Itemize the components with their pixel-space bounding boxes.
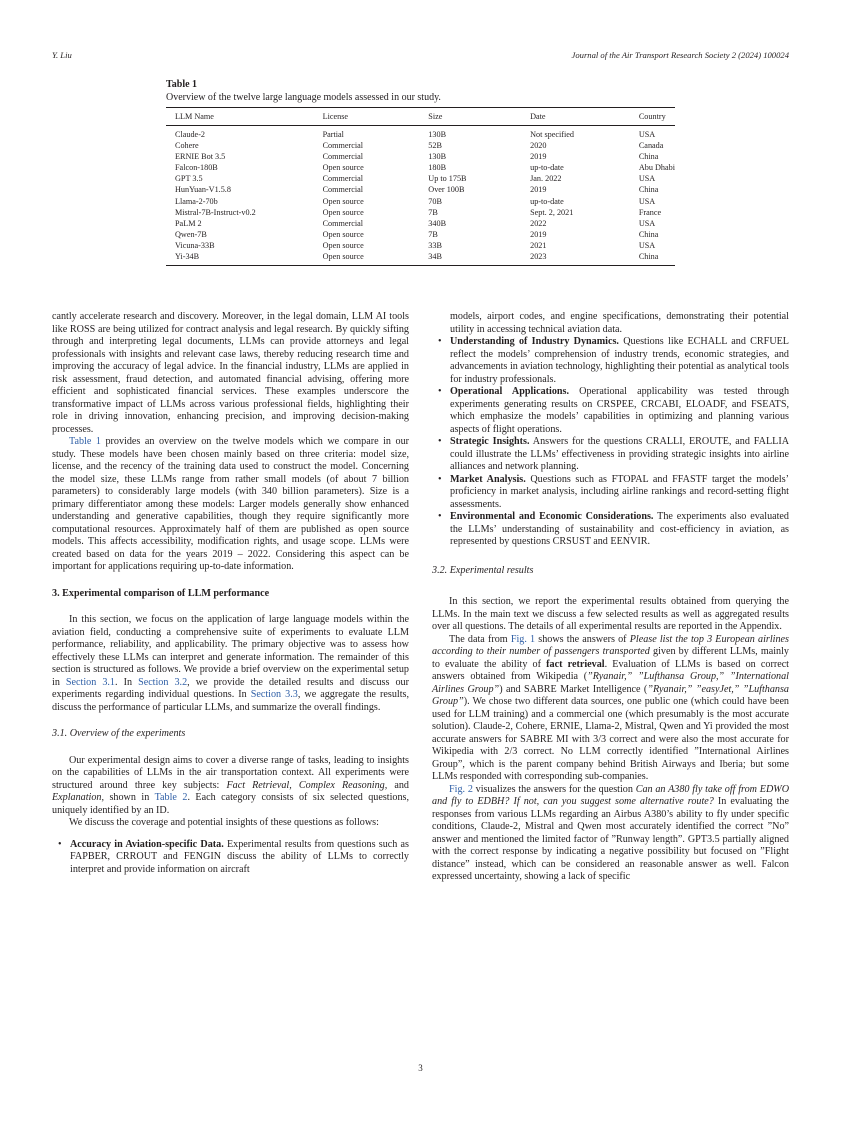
paragraph: In this section, we report the experimental results obtained from querying the LLMs. In the main text we discuss a few selected results as well as aggregated results over all questions. The details of all experimental results are reported in the Appendix. bbox=[432, 596, 789, 632]
table-row bbox=[166, 207, 675, 218]
bullet-text: The experiments also evaluated the LLMs’ understanding of sustainability and cost-efficiency in aviation, as represented by questions CRSUST and EENVIR. bbox=[450, 511, 789, 547]
bullet-item bbox=[432, 511, 789, 549]
cell-llm-name: GPT 3.5 bbox=[175, 174, 203, 184]
section-3-2-link[interactable]: Section 3.2 bbox=[138, 676, 188, 688]
paragraph-italic: ”Ryanair,” ”Lufthansa Group,” ”International Airlines Group” bbox=[432, 671, 789, 695]
right-column bbox=[432, 311, 789, 884]
table-body bbox=[166, 126, 675, 266]
cell-llm-name: Vicuna-33B bbox=[175, 240, 215, 250]
bullet-heading: Strategic Insights. bbox=[450, 436, 530, 447]
paragraph-text: . Each category consists of six selected questions, uniquely identified by an ID. bbox=[52, 792, 410, 816]
cell-size: 52B bbox=[428, 141, 442, 151]
bullet-heading: Accuracy in Aviation-specific Data. bbox=[70, 838, 224, 850]
table-row bbox=[166, 196, 675, 207]
section-3-3-link[interactable]: Section 3.3 bbox=[250, 689, 298, 700]
paragraph-text: The data from bbox=[449, 633, 511, 645]
col-header-llm-name: LLM Name bbox=[166, 108, 314, 126]
table-row bbox=[166, 173, 675, 184]
table-row bbox=[166, 184, 675, 195]
bullet-marker: • bbox=[438, 436, 442, 447]
table-1-link[interactable]: Table 1 bbox=[69, 436, 101, 447]
cell-date: 2023 bbox=[521, 251, 630, 266]
paragraph-text: visualizes the answers for the question bbox=[472, 783, 636, 795]
cell-country: China bbox=[638, 229, 659, 239]
cell-license: Partial bbox=[322, 130, 344, 139]
cell-date: 2022 bbox=[530, 218, 547, 228]
paragraph-text: given by different LLMs, mainly to evaluate the ability of bbox=[432, 646, 789, 670]
cell-date: 2020 bbox=[530, 141, 547, 151]
table-row bbox=[166, 162, 675, 173]
paragraph bbox=[52, 436, 409, 574]
cell-size: 70B bbox=[428, 196, 442, 206]
cell-size: 7B bbox=[428, 207, 438, 217]
cell-date: Sept. 2, 2021 bbox=[530, 207, 574, 217]
cell-license: Commercial bbox=[322, 218, 364, 228]
cell-llm-name: PaLM 2 bbox=[175, 218, 202, 228]
table-header-row bbox=[166, 108, 675, 126]
cell-size: 340B bbox=[428, 218, 447, 228]
cell-llm-name: Qwen-7B bbox=[175, 229, 207, 239]
paragraph-text: ). We chose two different data sources, one public one (which could have been used for LLM training) and a commercial one (which presumably is the most accurate solution). Claude-2, Cohere, ERNIE, Llama-2, Mistral, Qwen and Yi provided the most accurate answers for SABRE MI with 3/3 correct and were also the most accurate for Wikipedia with 2/3 correct. No LLM correctly identified ”International Airlines Group”, which is the parent company behind British Airways and Iberia; but some LLMs responded with corresponding sub-companies. bbox=[432, 696, 789, 782]
cell-date: Not specified bbox=[530, 130, 574, 139]
paragraph-text: , we aggregate the results, discuss the performance of particular LLMs, and summarize the overall findings. bbox=[52, 689, 409, 713]
bullet-text: Questions such as FTOPAL and FFASTF target the models’ proficiency in market analysis, including airline rankings and record-setting flight assessments. bbox=[450, 473, 790, 510]
paragraph-text: In this section, we focus on the application of large language models within the aviation field, conducting a comprehensive suite of experiments to evaluate LLM performance, reliability, and applicability. The primary objective was to assess how effectively these LLMs can interpret and generate information. The remainder of this section is structured as follows. We provide a brief overview on the experimental setup in bbox=[52, 614, 409, 688]
col-header-country: Country bbox=[630, 108, 675, 126]
cell-llm-name: Llama-2-70b bbox=[175, 196, 218, 206]
paragraph-italic: ”Ryanair,” ”easyJet,” ”Lufthansa Group” bbox=[432, 683, 789, 707]
cell-date: 2021 bbox=[530, 240, 547, 250]
paragraph-text: provides an overview on the twelve models which we compare in our study. These models have been chosen mainly based on three criteria: model size, license, and the recency of the training data used to construct the model. Concerning the model size, these LLMs range from rather small models (of about 7 billion parameters) to considerably large models (with 340 billion parameters). Size is a primary differentiator among these models: Larger models generally show enhanced understanding and generative capabilities, though they require significantly more computational resources. Approximately half of them are published as open source models. This affects accessibility, modification rights, and usage scope. LLMs were created based on data for the years 2019 – 2022. Considering this aspect can be important for applications requiring up-to-date information. bbox=[52, 436, 410, 572]
table-row bbox=[166, 218, 675, 229]
bullet-marker: • bbox=[438, 511, 442, 522]
paragraph-text: shown in bbox=[104, 792, 155, 803]
table-row bbox=[166, 251, 675, 266]
col-header-license: License bbox=[314, 108, 420, 126]
col-header-size: Size bbox=[419, 108, 521, 126]
paragraph-text: and bbox=[387, 779, 409, 791]
cell-date: up-to-date bbox=[530, 163, 564, 173]
section-heading-3: 3. Experimental comparison of LLM performance bbox=[52, 587, 270, 599]
subsection-heading-3-2: 3.2. Experimental results bbox=[432, 564, 534, 576]
cell-country: China bbox=[630, 251, 675, 266]
cell-date: 2019 bbox=[530, 229, 547, 239]
models-table bbox=[166, 107, 675, 266]
cell-country: USA bbox=[638, 196, 656, 206]
cell-license: Open source bbox=[314, 251, 420, 266]
cell-llm-name: Mistral-7B-Instruct-v0.2 bbox=[175, 207, 256, 217]
paragraph-bold: fact retrieval bbox=[546, 658, 605, 670]
table-2-link[interactable]: Table 2 bbox=[154, 792, 188, 803]
bullet-item bbox=[432, 436, 789, 474]
paragraph-text: . Evaluation of LLMs is based on correct answers obtained from Wikipedia ( bbox=[432, 658, 789, 682]
table-row bbox=[166, 229, 675, 240]
bullet-item-cont bbox=[432, 311, 789, 336]
paragraph-text: , we provide the detailed results and discuss our experiments regarding individual questions. In bbox=[52, 676, 409, 700]
paragraph: We discuss the coverage and potential insights of these questions as follows: bbox=[69, 817, 379, 828]
section-3-1-link[interactable]: Section 3.1 bbox=[65, 676, 115, 688]
cell-llm-name: Falcon-180B bbox=[175, 163, 218, 173]
bullet-heading: Environmental and Economic Considerations. bbox=[450, 511, 654, 522]
cell-country: USA bbox=[638, 218, 656, 228]
cell-size: 34B bbox=[419, 251, 521, 266]
page-number: 3 bbox=[418, 1063, 423, 1073]
cell-license: Open source bbox=[322, 240, 364, 250]
cell-size: 7B bbox=[428, 229, 438, 239]
cell-license: Commercial bbox=[322, 141, 364, 151]
bullet-text: Questions like ECHALL and CRFUEL reflect the models’ comprehension of industry trends, economic strategies, and advancements in aviation technology, highlighting their potential as analytical tools for industry professionals. bbox=[450, 336, 789, 385]
cell-size: 33B bbox=[428, 240, 442, 250]
bullet-item bbox=[432, 336, 789, 386]
cell-license: Open source bbox=[322, 196, 364, 206]
bullet-item bbox=[52, 839, 409, 877]
cell-license: Open source bbox=[322, 229, 364, 239]
paragraph-text: shows the answers of bbox=[535, 633, 630, 645]
cell-llm-name: Yi-34B bbox=[166, 251, 314, 266]
figure-1-link[interactable]: Fig. 1 bbox=[510, 633, 536, 645]
cell-date: up-to-date bbox=[530, 196, 564, 206]
cell-license: Commercial bbox=[322, 152, 364, 162]
coverage-bullet-list bbox=[52, 839, 409, 877]
table-row bbox=[166, 151, 675, 162]
paragraph-text: ) and SABRE Market Intelligence ( bbox=[499, 683, 648, 695]
table-row bbox=[166, 240, 675, 251]
cell-country: USA bbox=[638, 240, 656, 250]
bullet-marker: • bbox=[438, 386, 442, 397]
cell-license: Commercial bbox=[322, 174, 364, 184]
table-title: Table 1 bbox=[166, 79, 198, 90]
cell-license: Commercial bbox=[322, 185, 364, 195]
cell-size: 130B bbox=[428, 152, 447, 162]
running-header-journal: Journal of the Air Transport Research Society 2 (2024) 100024 bbox=[571, 50, 789, 60]
cell-size: 130B bbox=[428, 130, 447, 139]
coverage-bullet-list-cont bbox=[432, 311, 789, 336]
paragraph-italic: Fact Retrieval, Complex Reasoning, bbox=[226, 779, 388, 791]
table-1 bbox=[166, 78, 675, 266]
paragraph-text: Our experimental design aims to cover a diverse range of tasks, leading to insights on the capabilities of LLMs in the air transportation context. All experiments were structured around three key subjects: bbox=[52, 754, 409, 791]
cell-license: Open source bbox=[322, 163, 364, 173]
bullet-marker: • bbox=[438, 473, 442, 485]
cell-llm-name: ERNIE Bot 3.5 bbox=[175, 152, 226, 162]
bullet-heading: Market Analysis. bbox=[450, 473, 526, 485]
bullet-item bbox=[432, 386, 789, 436]
cell-llm-name: Claude-2 bbox=[175, 130, 206, 139]
cell-date: Jan. 2022 bbox=[530, 174, 562, 184]
table-row bbox=[166, 126, 675, 141]
paragraph bbox=[432, 784, 789, 884]
bullet-text: Answers for the questions CRALLI, EROUTE, and FALLIA could illustrate the LLMs’ effectiveness in providing strategic insights into airline alliances and network planning. bbox=[450, 436, 790, 472]
bullet-text: models, airport codes, and engine specifications, demonstrating their potential utility in accessing technical aviation data. bbox=[450, 311, 789, 335]
cell-date: 2019 bbox=[530, 152, 547, 162]
cell-date: 2019 bbox=[530, 185, 547, 195]
question-italic: Please list the top 3 European airlines according to their number of passengers transported bbox=[432, 633, 789, 657]
paragraph-italic: Explanation, bbox=[52, 792, 105, 803]
bullet-marker: • bbox=[438, 336, 442, 347]
question-italic: Can an A380 fly take off from EDWO and fly to EDBH? If not, can you suggest some alternative route? bbox=[432, 783, 790, 807]
cell-country: Abu Dhabi bbox=[638, 163, 675, 173]
cell-country: USA bbox=[638, 130, 656, 139]
paragraph bbox=[52, 614, 409, 714]
col-header-date: Date bbox=[521, 108, 630, 126]
bullet-text: Operational applicability was tested through experiments generating results on CRSPEE, CRCABI, ELOADF, and FSEATS, which emphasize the models’ capabilities in optimizing and planning various aspects of flight operations. bbox=[450, 386, 790, 435]
cell-size: Up to 175B bbox=[428, 174, 467, 184]
cell-country: USA bbox=[638, 174, 656, 184]
paragraph: cantly accelerate research and discovery. Moreover, in the legal domain, LLM AI tools like ROSS are being utilized for contract analysis and legal research. By quickly sifting through and interpreting legal documents, LLMs can provide attorneys and legal professionals with insights and relevant case laws, thereby reducing research time and improving the accuracy of legal advice. In the financial industry, LLMs are applied in risk assessment, fraud detection, and automated financial advising, offering more efficient and sophisticated financial services. These examples underscore the transformative impact of LLMs across various professional fields, highlighting their role in driving innovation, enhancing precision, and improving decision-making processes. bbox=[52, 311, 409, 435]
cell-license: Open source bbox=[322, 207, 364, 217]
cell-llm-name: Cohere bbox=[175, 141, 199, 151]
paragraph-text: . In bbox=[115, 676, 139, 688]
cell-country: France bbox=[638, 207, 662, 217]
paragraph-text: In evaluating the responses from various LLMs regarding an Airbus A380’s ability to fly under specific conditions, Claude-2, Mistral and Qwen most accurately identified the correct ”No” answer and mentioned the limited factor of ”Runway length”. GPT3.5 partially aligned with the correct response by indicating a negative possibility but focused on ”Flight distance” instead, which can be considered an reasonable answer as well. Falcon expressed uncertainty, showing a lack of specific bbox=[432, 796, 789, 882]
cell-country: China bbox=[638, 185, 659, 195]
bullet-text: Experimental results from questions such as FAPBER, CRROUT and FENGIN discuss the ability of LLMs to correctly interpret and provide information on aircraft bbox=[70, 838, 409, 875]
table-caption: Overview of the twelve large language models assessed in our study. bbox=[166, 92, 441, 103]
running-header-author: Y. Liu bbox=[52, 50, 72, 60]
figure-2-link[interactable]: Fig. 2 bbox=[449, 783, 473, 795]
bullet-heading: Operational Applications. bbox=[450, 386, 570, 397]
cell-country: Canada bbox=[638, 141, 664, 151]
table-row bbox=[166, 140, 675, 151]
paragraph bbox=[432, 634, 789, 784]
paragraph bbox=[52, 755, 409, 818]
cell-size: 180B bbox=[428, 163, 447, 173]
cell-llm-name: HunYuan-V1.5.8 bbox=[175, 185, 231, 195]
bullet-heading: Understanding of Industry Dynamics. bbox=[450, 336, 619, 347]
subsection-heading-3-1: 3.1. Overview of the experiments bbox=[52, 728, 186, 739]
left-column bbox=[52, 311, 409, 876]
cell-country: China bbox=[638, 152, 659, 162]
bullet-item bbox=[432, 474, 789, 512]
coverage-bullet-list-2 bbox=[432, 336, 789, 549]
cell-size: Over 100B bbox=[428, 185, 465, 195]
bullet-marker: • bbox=[58, 838, 62, 850]
